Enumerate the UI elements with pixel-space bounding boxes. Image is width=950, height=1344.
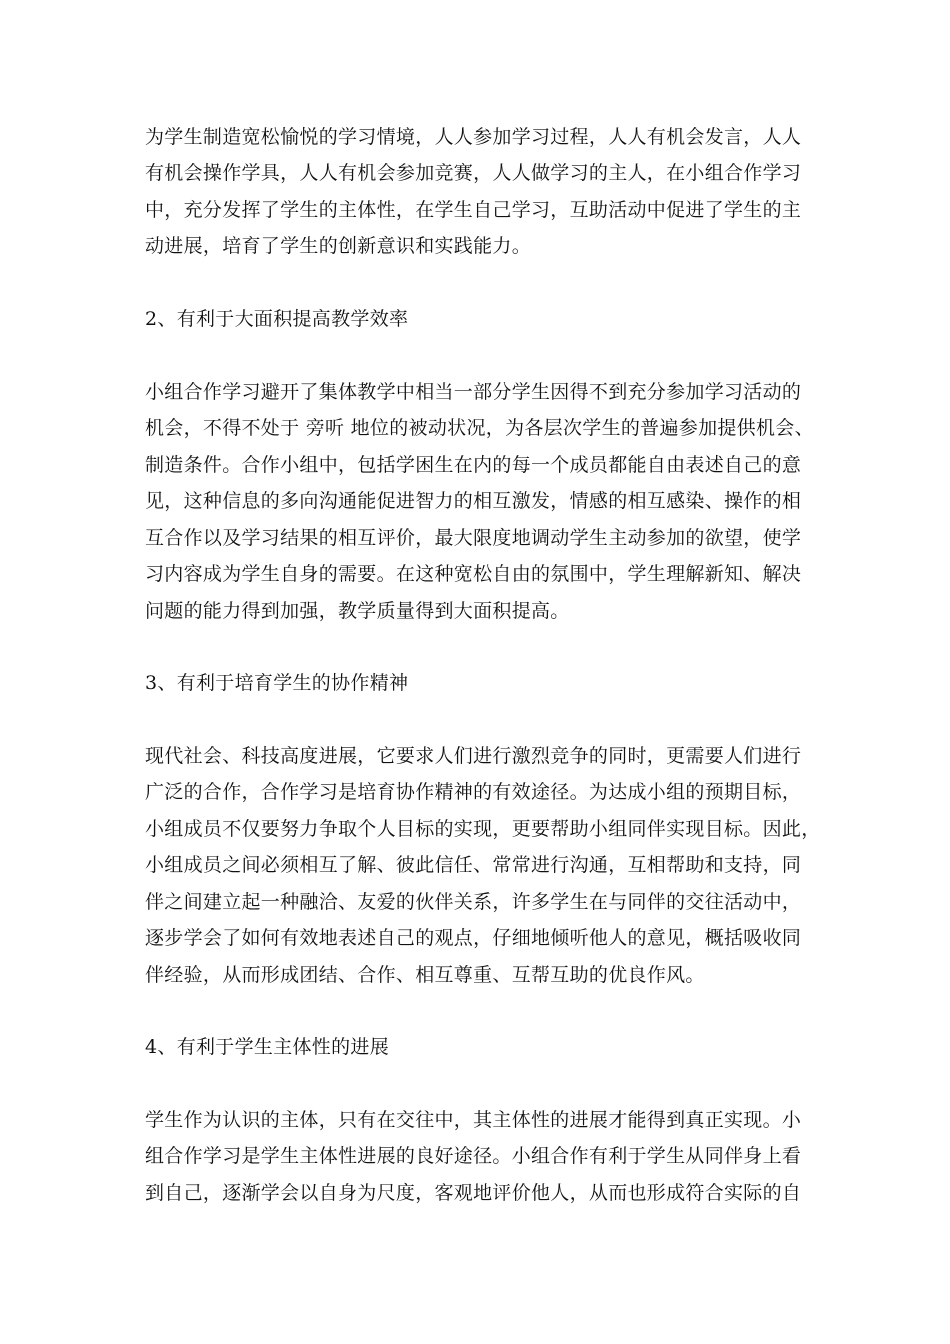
paragraph-line: 问题的能力得到加强，教学质量得到大面积提高。 xyxy=(145,600,570,622)
paragraph-line: 广泛的合作，合作学习是培育协作精神的有效途径。为达成小组的预期目标， xyxy=(145,781,802,803)
paragraph-line: 学生作为认识的主体，只有在交往中，其主体性的进展才能得到真正实现。小 xyxy=(145,1109,802,1131)
paragraph-line: 伴经验，从而形成团结、合作、相互尊重、互帮互助的优良作风。 xyxy=(145,964,705,986)
paragraph-line: 制造条件。合作小组中，包括学困生在内的每一个成员都能自由表述自己的意 xyxy=(145,454,802,476)
paragraph-line: 互合作以及学习结果的相互评价，最大限度地调动学生主动参加的欲望，使学 xyxy=(145,527,802,549)
paragraph-line: 小组成员之间必须相互了解、彼此信任、常常进行沟通，互相帮助和支持，同 xyxy=(145,854,802,876)
paragraph-line: 机会，不得不处于 旁听 地位的被动状况，为各层次学生的普遍参加提供机会、 xyxy=(145,417,814,439)
paragraph-line: 现代社会、科技高度进展，它要求人们进行激烈竞争的同时，更需要人们进行 xyxy=(145,745,802,767)
section-heading: 3、有利于培育学生的协作精神 xyxy=(145,672,409,694)
paragraph-line: 习内容成为学生自身的需要。在这种宽松自由的氛围中，学生理解新知、解决 xyxy=(145,563,802,585)
paragraph-line: 中，充分发挥了学生的主体性，在学生自己学习，互助活动中促进了学生的主 xyxy=(145,199,802,221)
paragraph-line: 见，这种信息的多向沟通能促进智力的相互激发，情感的相互感染、操作的相 xyxy=(145,490,802,512)
section-heading: 2、有利于大面积提高教学效率 xyxy=(145,308,409,330)
paragraph-line: 小组合作学习避开了集体教学中相当一部分学生因得不到充分参加学习活动的 xyxy=(145,381,802,403)
paragraph-line: 为学生制造宽松愉悦的学习情境，人人参加学习过程，人人有机会发言，人人 xyxy=(145,126,802,148)
paragraph-line: 逐步学会了如何有效地表述自己的观点，仔细地倾听他人的意见，概括吸收同 xyxy=(145,927,802,949)
paragraph-line: 有机会操作学具，人人有机会参加竞赛，人人做学习的主人，在小组合作学习 xyxy=(145,162,802,184)
section-heading: 4、有利于学生主体性的进展 xyxy=(145,1036,389,1058)
paragraph-line: 小组成员不仅要努力争取个人目标的实现，更要帮助小组同伴实现目标。因此， xyxy=(145,818,821,840)
paragraph-line: 动进展，培育了学生的创新意识和实践能力。 xyxy=(145,235,532,257)
paragraph-line: 到自己，逐渐学会以自身为尺度，客观地评价他人，从而也形成符合实际的自 xyxy=(145,1182,802,1204)
paragraph-line: 组合作学习是学生主体性进展的良好途径。小组合作有利于学生从同伴身上看 xyxy=(145,1145,802,1167)
paragraph-line: 伴之间建立起一种融洽、友爱的伙伴关系，许多学生在与同伴的交往活动中， xyxy=(145,891,802,913)
